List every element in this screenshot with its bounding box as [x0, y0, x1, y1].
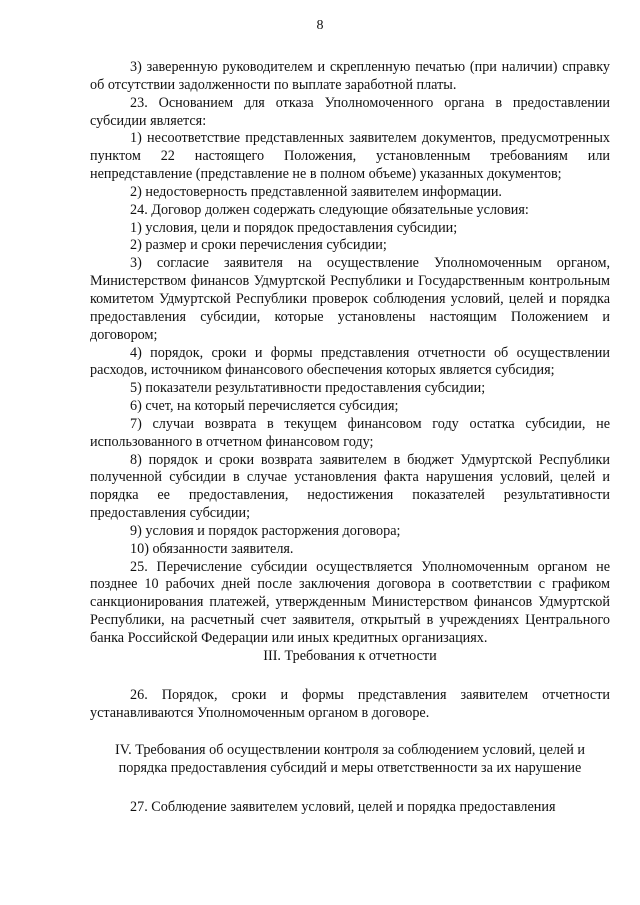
paragraph-22-item-3: 3) заверенную руководителем и скрепленную печатью (при наличии) справку об отсутствии задолженности по выплате заработной платы. — [90, 59, 610, 93]
spacer — [90, 722, 610, 742]
paragraph-24-item-3: 3) согласие заявителя на осуществление Уполномоченным органом, Министерством финансов Удмуртской Республики и Государственным контрольным комитетом Удмуртской Республики проверок соблюдения условий, целей и порядка предоставления субсидии, которые установлены настоящим Положением и договором; — [90, 255, 610, 343]
paragraph-24-item-2: 2) размер и сроки перечисления субсидии; — [130, 237, 387, 254]
spacer — [90, 666, 610, 687]
paragraph-24-item-8: 8) порядок и сроки возврата заявителем в бюджет Удмуртской Республики полученной субсидии в случае установления факта нарушения условий, целей и порядка ее предоставления, недостижения показателей результативности предоставления субсидии; — [90, 451, 610, 522]
page-number: 8 — [316, 18, 324, 33]
paragraph-24-item-7: 7) случаи возврата в текущем финансовом году остатка субсидии, не использованного в отчетном финансовом году; — [90, 415, 610, 450]
paragraph-23-item-1: 1) несоответствие представленных заявителем документов, предусмотренных пунктом 22 настоящего Положения, установленным требованиям или непредставление (представление не в полном объеме) указанных документов; — [90, 130, 610, 183]
paragraph-27: 27. Соблюдение заявителем условий, целей и порядка предоставления — [130, 799, 556, 816]
paragraph-24-item-5: 5) показатели результативности предоставления субсидии; — [130, 380, 486, 397]
document-body — [90, 59, 610, 817]
section-3-heading: III. Требования к отчетности — [263, 647, 437, 664]
spacer — [90, 778, 610, 799]
paragraph-24-item-9: 9) условия и порядок расторжения договора; — [130, 522, 401, 539]
paragraph-23-item-2: 2) недостоверность представленной заявителем информации. — [130, 183, 502, 200]
paragraph-24-item-4: 4) порядок, сроки и формы представления отчетности об осуществлении расходов, источником финансового обеспечения которых является субсидия; — [90, 344, 610, 379]
paragraph-24-item-10: 10) обязанности заявителя. — [130, 540, 294, 557]
paragraph-26: 26. Порядок, сроки и формы представления заявителем отчетности устанавливаются Уполномоченным органом в договоре. — [90, 686, 610, 721]
section-4-heading: IV. Требования об осуществлении контроля за соблюдением условий, целей и порядка предоставления субсидий и меры ответственности за их нарушение — [114, 742, 586, 777]
paragraph-23: 23. Основанием для отказа Уполномоченного органа в предоставлении субсидии является: — [90, 94, 610, 129]
paragraph-24-item-6: 6) счет, на который перечисляется субсидия; — [130, 398, 399, 415]
paragraph-24: 24. Договор должен содержать следующие обязательные условия: — [130, 201, 529, 218]
paragraph-24-item-1: 1) условия, цели и порядок предоставления субсидии; — [130, 219, 458, 236]
paragraph-25: 25. Перечисление субсидии осуществляется Уполномоченным органом не позднее 10 рабочих дней после заключения договора в соответствии с графиком санкционирования платежей, утвержденным Министерством финансов Удмуртской Республики, на расчетный счет заявителя, открытый в учреждениях Центрального банка Российской Федерации или иных кредитных организациях. — [90, 558, 610, 646]
